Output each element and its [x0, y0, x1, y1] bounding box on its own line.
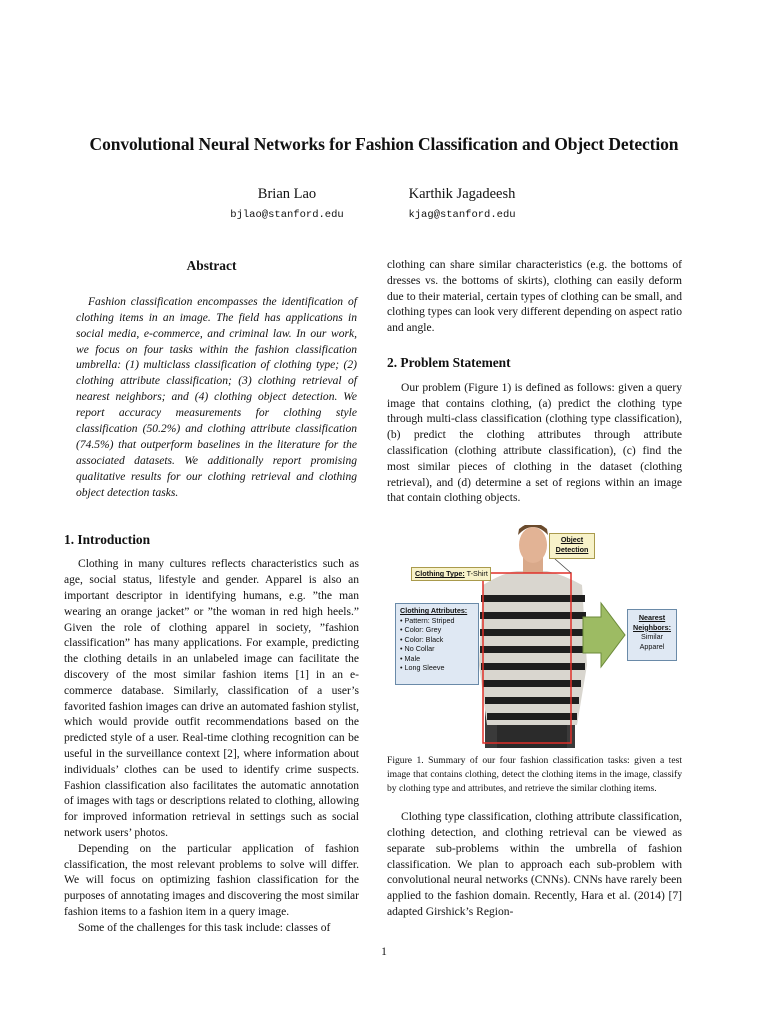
attribute-item: Long Sleeve: [404, 663, 445, 673]
clothing-attributes-box: Clothing Attributes: • Pattern: Striped • Color: Grey • Color: Black • No Collar • Male • Long Sleeve: [395, 603, 479, 685]
object-detection-label: [549, 533, 595, 559]
page-number: 1: [381, 946, 387, 958]
similar-line-1: Similar: [641, 632, 663, 642]
attributes-heading: Clothing Attributes:: [400, 606, 468, 616]
right-column: [387, 258, 682, 921]
nearest-line-1: Nearest: [638, 613, 666, 623]
nearest-neighbors-box: [627, 609, 677, 661]
intro-heading: 1. Introduction: [64, 531, 151, 547]
problem-statement-heading: 2. Problem Statement: [387, 354, 511, 370]
clothing-type-label: [411, 567, 491, 581]
author-name: Karthik Jagadeesh: [408, 186, 516, 202]
attribute-item: Pattern: Striped: [404, 615, 455, 625]
attribute-item: Color: Grey: [404, 625, 442, 635]
paper-title: Convolutional Neural Networks for Fashion Classification and Object Detection: [89, 134, 679, 154]
object-detection-line-2: Detection: [555, 544, 589, 554]
continued-paragraph: clothing can share similar characteristics (e.g. the bottoms of dresses vs. the bottoms of skirts), clothing can easily deform due to their material, certain types of clothing can be small, and clothing types can look very different depending on aspect ratio and angle.: [387, 259, 682, 335]
nearest-line-2: Neighbors:: [633, 622, 671, 632]
clothing-type-key: Clothing Type:: [415, 569, 465, 579]
figure-caption: Figure 1. Summary of our four fashion classification tasks: given a test image that contains clothing, detect the clothing items in the image, classify by clothing type and attributes, and retrieve the similar clothing items.: [387, 755, 682, 795]
clothing-type-value: T-Shirt: [466, 569, 488, 579]
author-email: kjag@stanford.edu: [408, 209, 516, 221]
author-name: Brian Lao: [257, 186, 317, 202]
figure-1: [387, 525, 682, 748]
similar-line-2: Apparel: [639, 641, 665, 651]
intro-paragraph-1: Clothing in many cultures reflects characteristics such as age, social status, lifestyle and gender. Apparel is also an important descriptor in identifying humans, e.g. ”the man wearing an orange jacket” or ”the woman in red high heels.” Given the role of clothing apparel in society, ”fashion classification” has many applications. For example, predicting the clothing details in an unlabeled image can facilitate the discovery of the most similar fashion items [1] in an e-commerce database. Similarly, classification of a user’s favorited fashion images can drive an automated fashion stylist, which would provide outfit recommendations based on the predicted style of a user. Real-time clothing recognition can be useful in the surveillance context [2], where information about individuals’ clothes can be used to identify crime suspects. Fashion classification also facilitates the automatic annotation of images with tags or descriptions related to clothing, allowing for improved information retrieval in settings such as social network users’ photos.: [64, 558, 359, 839]
author-2: [347, 186, 577, 221]
attribute-item: Color: Black: [404, 634, 444, 644]
abstract-text: Fashion classification encompasses the identification of clothing items in an image. The field has applications in social media, e-commerce, and criminal law. In our work, we focus on four tasks within the fashion classification umbrella: (1) multiclass classification of clothing type; (2) clothing attribute classification; (3) clothing retrieval of nearest neighbors; and (4) clothing object detection. We report accuracy measurements for clothing style classification (50.2%) and clothing attribute classification (74.5%) that outperform baselines in the literature for the associated datasets. We additionally report promising qualitative results for our clothing retrieval and clothing object detection tasks.: [76, 295, 357, 499]
author-email: bjlao@stanford.edu: [230, 209, 344, 221]
attribute-item: No Collar: [404, 644, 435, 654]
left-column: [64, 258, 359, 937]
problem-paragraph-2: Clothing type classification, clothing attribute classification, clothing detection, and clothing retrieval can be viewed as separate sub-problems within the umbrella of fashion classification. We plan to approach each sub-problem with convolutional neural networks (CNNs). CNNs have rarely been applied to the fashion domain. Recently, Hara et al. (2014) [7] adapted Girshick’s Region-: [387, 811, 682, 918]
object-detection-line-1: Object: [560, 535, 584, 545]
intro-paragraph-2: Depending on the particular application of fashion classification, the most relevant problems to solve will differ. We will focus on optimizing fashion classification for the purposes of annotating images and discovering the most similar fashion items to a fashion item in a query image.: [64, 842, 359, 918]
problem-paragraph-1: Our problem (Figure 1) is defined as follows: given a query image that contains clothing, (a) predict the clothing type through multi-class classification (clothing type classification), (b) predict the clothing attributes through attribute classification (clothing attribute classification), (c) find the most similar pieces of clothing in the dataset (clothing retrieval), and (d) determine a set of regions within an image that contain clothing objects.: [387, 381, 682, 505]
abstract-heading: Abstract: [186, 258, 237, 273]
attribute-item: Male: [404, 653, 421, 663]
intro-paragraph-3: Some of the challenges for this task include: classes of: [78, 921, 331, 934]
